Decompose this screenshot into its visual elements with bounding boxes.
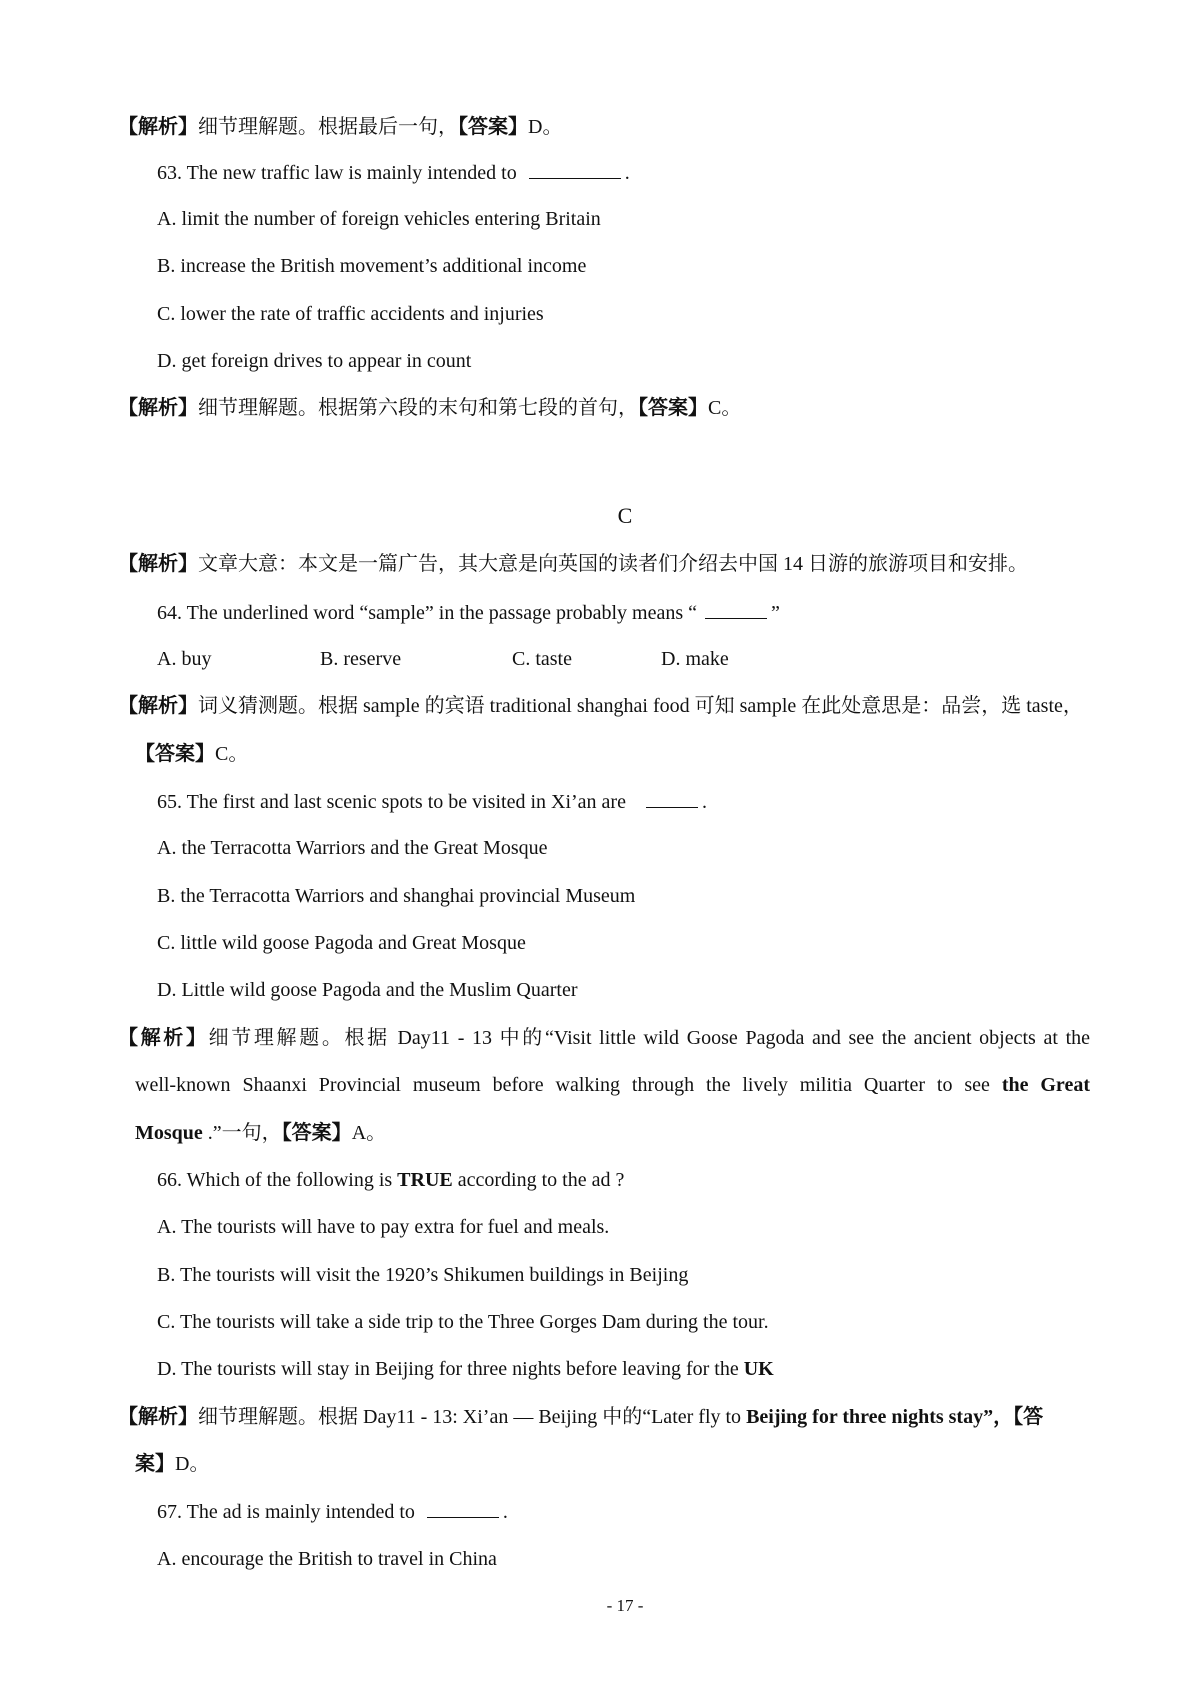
explanation-66-answer: [135, 1452, 209, 1476]
answer-value: D。: [175, 1453, 210, 1475]
explanation-64-answer: [135, 742, 248, 766]
option-64-d: D. make: [661, 648, 729, 670]
option-66-c: C. The tourists will take a side trip to the Three Gorges Dam during the tour.: [157, 1311, 769, 1333]
summary-text: 文章大意：本文是一篇广告，其大意是向英国的读者们介绍去中国 14 日游的旅游项目和安排。: [198, 553, 1028, 575]
option-66-b: B. The tourists will visit the 1920’s Shikumen buildings in Beijing: [157, 1264, 689, 1286]
question-end: .: [624, 162, 630, 184]
explanation-text: 细节理解题。根据第六段的末句和第七段的首句，: [198, 397, 638, 419]
answer-blank: [529, 160, 621, 179]
answer-label: 【答案】: [135, 743, 215, 765]
explanation-label: 【解析】: [118, 1406, 198, 1428]
explanation-label: 【解析】: [118, 553, 198, 575]
passage-summary: [118, 552, 1028, 576]
question-end: .: [502, 1501, 508, 1523]
answer-label: 【答案】: [638, 397, 708, 419]
option-64-a: A. buy: [157, 648, 212, 670]
explanation-66: [118, 1405, 1043, 1429]
option-65-c: C. little wild goose Pagoda and Great Mosque: [157, 932, 526, 954]
answer-label-start: ”，【答: [983, 1406, 1044, 1428]
answer-label-end: 案】: [135, 1453, 175, 1475]
answer-value: A。: [351, 1122, 387, 1144]
explanation-label: 【解析】: [118, 695, 198, 717]
explanation-text: well-known Shaanxi Provincial museum before walking through the lively militia Quarter to see: [135, 1074, 990, 1096]
question-bold: TRUE: [397, 1169, 453, 1191]
option-text: D. The tourists will stay in Beijing for three nights before leaving for the: [157, 1358, 739, 1380]
explanation-65-line2: [135, 1073, 1090, 1097]
question-text: 64. The underlined word “sample” in the passage probably means “: [157, 602, 698, 624]
question-67: [157, 1499, 508, 1524]
option-65-b: B. the Terracotta Warriors and shanghai provincial Museum: [157, 885, 636, 907]
answer-label: 【答案】: [458, 116, 528, 138]
explanation-bold: Beijing for three nights stay: [746, 1406, 984, 1428]
question-text: 66. Which of the following is: [157, 1169, 393, 1191]
question-66: [157, 1168, 624, 1192]
option-bold: UK: [743, 1358, 774, 1380]
question-text: 67. The ad is mainly intended to: [157, 1501, 415, 1523]
answer-value: D。: [528, 116, 563, 138]
explanation-text: 细节理解题。根据 Day11 - 13: Xi’an — Beijing 中的“Later fly to: [198, 1406, 742, 1428]
question-end: ”: [771, 602, 780, 624]
option-64-c: C. taste: [512, 648, 572, 670]
explanation-bold: Mosque: [135, 1122, 203, 1144]
answer-blank: [646, 789, 698, 808]
answer-value: C。: [215, 743, 249, 765]
explanation-text: .”一句，: [202, 1122, 282, 1144]
answer-blank: [705, 600, 767, 619]
answer-value: C。: [708, 397, 742, 419]
option-64-b: B. reserve: [320, 648, 402, 670]
explanation-62: [118, 115, 562, 139]
explanation-text: 词义猜测题。根据 sample 的宾语 traditional shanghai food 可知 sample 在此处意思是：品尝，选 taste，: [198, 695, 1083, 717]
option-66-a: A. The tourists will have to pay extra for fuel and meals.: [157, 1216, 610, 1238]
explanation-label: 【解析】: [118, 1027, 209, 1049]
question-end: .: [701, 791, 707, 813]
answer-label: 【答案】: [281, 1122, 352, 1144]
question-63: [157, 160, 630, 185]
question-64: [157, 600, 780, 625]
answer-blank: [427, 1499, 499, 1518]
explanation-65-line3: [135, 1121, 386, 1145]
explanation-63: [118, 396, 741, 420]
option-63-a: A. limit the number of foreign vehicles entering Britain: [157, 208, 601, 230]
section-heading: C: [617, 503, 633, 528]
explanation-label: 【解析】: [118, 397, 198, 419]
explanation-text: 细节理解题。根据最后一句，: [198, 116, 458, 138]
explanation-65-line1: [118, 1026, 1090, 1050]
explanation-text: 细节理解题。根据 Day11 - 13 中的“Visit little wild Goose Pagoda and see the ancient objects at the: [208, 1027, 1090, 1049]
option-65-a: A. the Terracotta Warriors and the Great Mosque: [157, 837, 548, 859]
question-text: 65. The first and last scenic spots to be visited in Xi’an are: [157, 791, 626, 813]
option-66-d: [157, 1357, 774, 1381]
explanation-label: 【解析】: [118, 116, 198, 138]
page-number: - 17 -: [606, 1596, 644, 1615]
explanation-bold: the Great: [1001, 1074, 1090, 1096]
option-65-d: D. Little wild goose Pagoda and the Muslim Quarter: [157, 979, 578, 1001]
option-63-c: C. lower the rate of traffic accidents and injuries: [157, 303, 544, 325]
question-text: 63. The new traffic law is mainly intended to: [157, 162, 517, 184]
question-text-end: according to the ad ?: [457, 1169, 625, 1191]
explanation-64: [118, 694, 1083, 718]
option-63-d: D. get foreign drives to appear in count: [157, 350, 472, 372]
option-67-a: A. encourage the British to travel in China: [157, 1548, 497, 1570]
question-65: [157, 789, 707, 814]
option-63-b: B. increase the British movement’s additional income: [157, 255, 587, 277]
